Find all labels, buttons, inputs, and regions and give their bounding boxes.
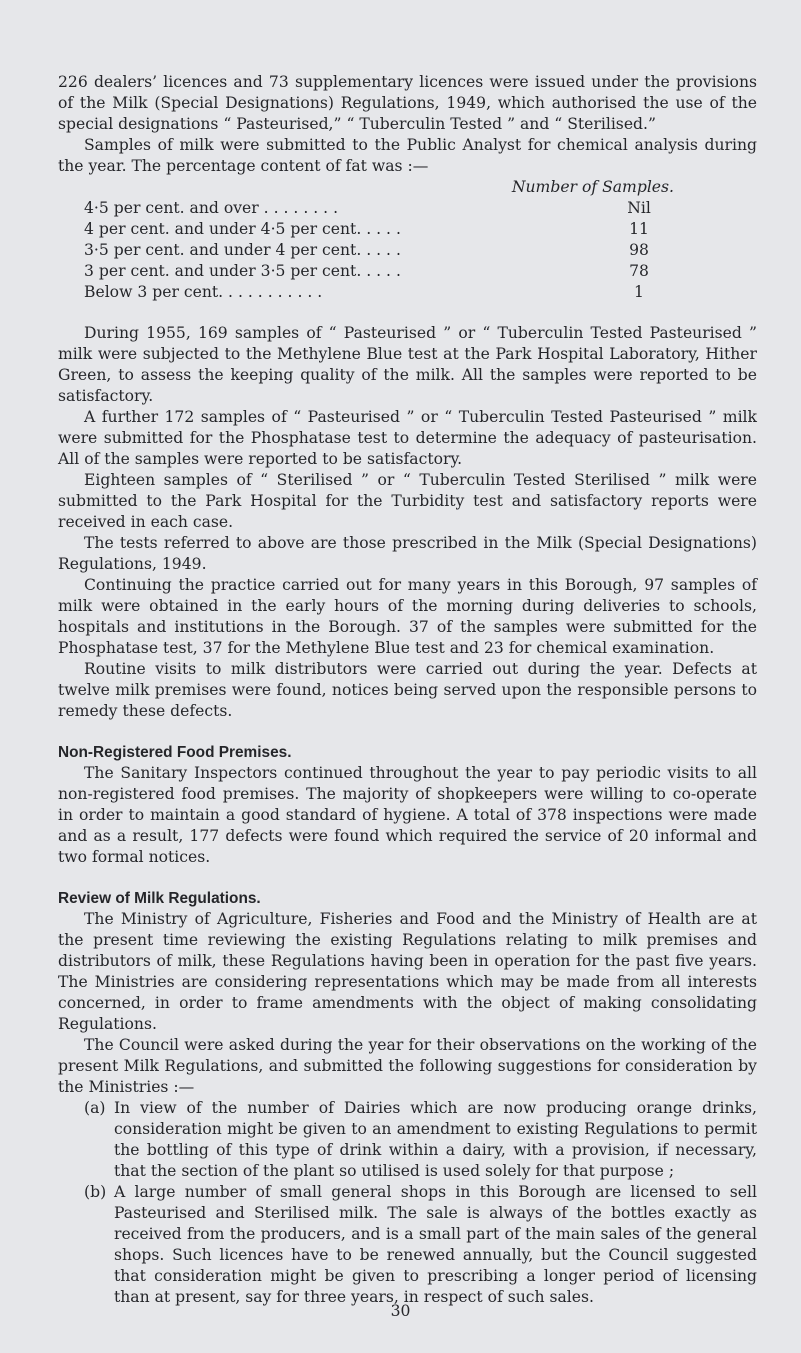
list-text: A large number of small general shops in this Borough are licensed to sell Pasteurised and Sterilised milk. The sale is always of the bottles exactly as received from the producers, and is a small part of the main sales of the general shops. Such licences have to be renewed annually, but the Council suggested that consideration might be given to prescribing a longer period of licensing than at present, say for three years, in respect of such sales. — [114, 1183, 757, 1306]
heading-review: Review of Milk Regulations. — [58, 890, 261, 907]
paragraph-turbidity: Eighteen samples of “ Sterilised ” or “ Tuberculin Tested Sterilised ” milk were submitted to the Park Hospital for the Turbidity test and satisfactory reports were received in each case. — [58, 471, 757, 531]
row-label: 4·5 per cent. and over . . . . . . . . — [84, 199, 339, 217]
row-value: 11 — [629, 220, 649, 238]
paragraph-methylene-blue: During 1955, 169 samples of “ Pasteurised ” or “ Tuberculin Tested Pasteurised ” milk were subjected to the Methylene Blue test at the Park Hospital Laboratory, Hither Green, to assess the keeping quality of the milk. All the samples were reported to be satisfactory. — [58, 324, 757, 405]
list-marker: (b) — [84, 1183, 107, 1201]
row-label: Below 3 per cent. . . . . . . . . . . — [84, 283, 323, 301]
table-row — [84, 240, 674, 261]
table-header: Number of Samples. — [511, 178, 674, 196]
table-row — [84, 261, 674, 282]
list-item — [84, 1182, 757, 1308]
heading-non-registered: Non-Registered Food Premises. — [58, 744, 292, 761]
paragraph-council: The Council were asked during the year for their observations on the working of the present Milk Regulations, and submitted the following suggestions for consideration by the Ministries :— — [58, 1036, 757, 1096]
row-value: 98 — [629, 241, 649, 259]
paragraph-licences: 226 dealers’ licences and 73 supplementary licences were issued under the provisions of the Milk (Special Designations) Regulations, 1949, which authorised the use of the special designations “ Pasteurised,” “ Tuberculin Tested ” and “ Sterilised.” — [58, 73, 757, 133]
table-row — [84, 219, 674, 240]
paragraph-phosphatase: A further 172 samples of “ Pasteurised ” or “ Tuberculin Tested Pasteurised ” milk were submitted for the Phosphatase test to determine the adequacy of pasteurisation. All of the samples were reported to be satisfactory. — [58, 408, 757, 468]
paragraph-ministries: The Ministry of Agriculture, Fisheries and Food and the Ministry of Health are at the present time reviewing the existing Regulations relating to milk premises and distributors of milk, these Regulations having been in operation for the past five years. The Ministries are considering representations which may be made from all interests concerned, in order to frame amendments with the object of making consolidating Regulations. — [58, 910, 757, 1033]
paragraph-routine-visits: Routine visits to milk distributors were carried out during the year. Defects at twelve milk premises were found, notices being served upon the responsible persons to remedy these defects. — [58, 660, 757, 720]
paragraph-early-samples: Continuing the practice carried out for many years in this Borough, 97 samples of milk were obtained in the early hours of the morning during deliveries to schools, hospitals and institutions in the Borough. 37 of the samples were submitted for the Phosphatase test, 37 for the Methylene Blue test and 23 for chemical examination. — [58, 576, 757, 657]
row-value: 78 — [629, 262, 649, 280]
row-value: 1 — [634, 283, 644, 301]
paragraph-samples-intro: Samples of milk were submitted to the Public Analyst for chemical analysis during the year. The percentage content of fat was :— — [58, 136, 757, 175]
paragraph-sanitary-inspectors: The Sanitary Inspectors continued throughout the year to pay periodic visits to all non-registered food premises. The majority of shopkeepers were willing to co-operate in order to maintain a good standard of hygiene. A total of 378 inspections were made and as a result, 177 defects were found which required the service of 20 informal and two formal notices. — [58, 764, 757, 866]
list-text: In view of the number of Dairies which are now producing orange drinks, consideration might be given to an amendment to existing Regulations to permit the bottling of this type of drink within a dairy, with a provision, if necessary, that the section of the plant so utilised is used solely for that purpose ; — [114, 1099, 757, 1180]
row-value: Nil — [627, 199, 651, 217]
row-label: 4 per cent. and under 4·5 per cent. . . . . — [84, 220, 401, 238]
list-marker: (a) — [84, 1099, 106, 1117]
table-row — [84, 282, 674, 303]
fat-content-table — [84, 177, 674, 303]
table-row — [84, 198, 674, 219]
row-label: 3·5 per cent. and under 4 per cent. . . . . — [84, 241, 401, 259]
paragraph-tests-prescribed: The tests referred to above are those prescribed in the Milk (Special Designations) Regulations, 1949. — [58, 534, 757, 573]
row-label: 3 per cent. and under 3·5 per cent. . . . . — [84, 262, 401, 280]
list-item — [84, 1098, 757, 1182]
page-number: 30 — [390, 1302, 411, 1320]
